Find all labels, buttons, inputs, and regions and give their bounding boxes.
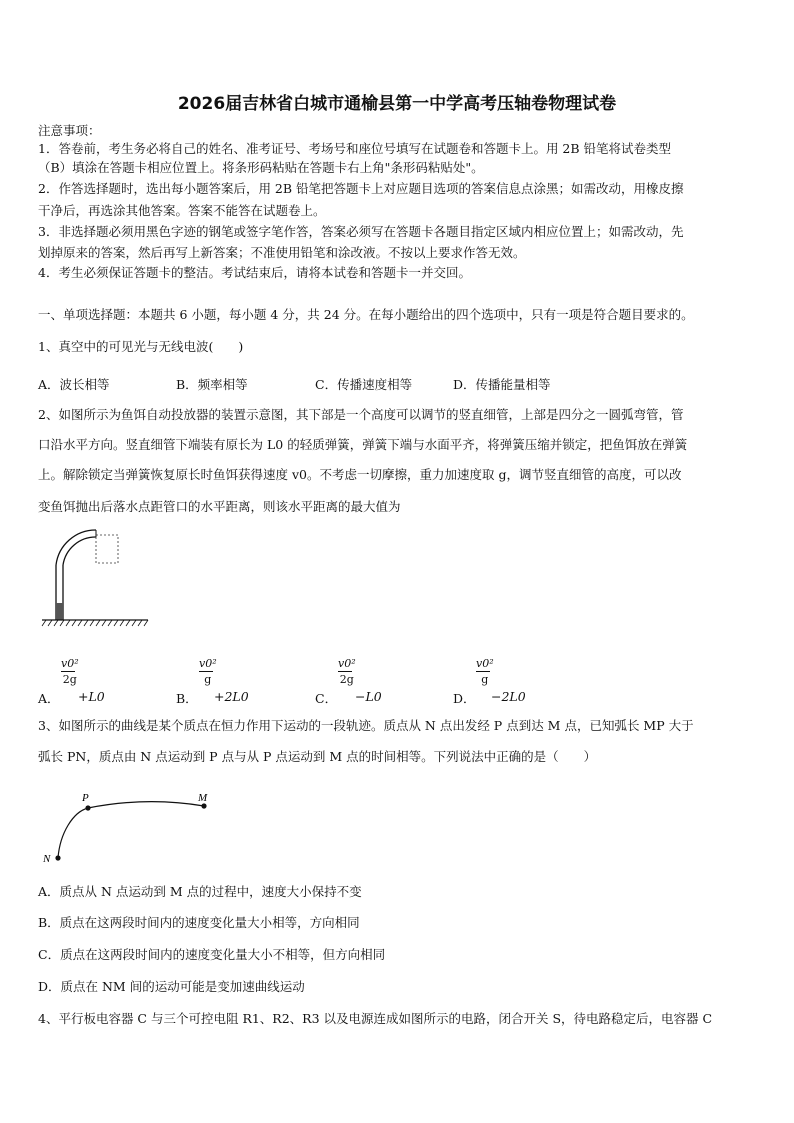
notice-line-5: 3．非选择题必须用黑色字迹的钢笔或签字笔作答，答案必须写在答题卡各题目指定区域内相应位置上；如需改动，先 xyxy=(38,224,684,239)
q2-line-2: 口沿水平方向。竖直细管下端装有原长为 L0 的轻质弹簧，弹簧下端与水面平齐，将弹簧压缩并锁定，把鱼饵放在弹簧 xyxy=(38,437,688,452)
notice-line-3: 2．作答选择题时，选出每小题答案后，用 2B 铅笔把答题卡上对应题目选项的答案信息点涂黑；如需改动，用橡皮擦 xyxy=(38,181,684,196)
q2-option-b-label: B． xyxy=(176,691,198,706)
q3-option-c: C．质点在这两段时间内的速度变化量大小不相等，但方向相同 xyxy=(38,947,386,962)
q3-point-p-label: P xyxy=(82,792,89,804)
q4-line-1: 4、平行板电容器 C 与三个可控电阻 R1、R2、R3 以及电源连成如图所示的电路，闭合开关 S，待电路稳定后，电容器 C xyxy=(38,1011,713,1026)
q2-option-b-fraction xyxy=(199,657,217,686)
q2-option-d-denominator: g xyxy=(481,673,489,686)
section-heading: 一、单项选择题：本题共 6 小题，每小题 4 分，共 24 分。在每小题给出的四个选项中，只有一项是符合题目要求的。 xyxy=(38,307,694,322)
q3-option-a: A．质点从 N 点运动到 M 点的过程中，速度大小保持不变 xyxy=(38,884,362,899)
q2-option-c-numerator: v0² xyxy=(338,657,356,670)
q2-line-1: 2、如图所示为鱼饵自动投放器的装置示意图，其下部是一个高度可以调节的竖直细管，上部是四分之一圆弧弯管，管 xyxy=(38,407,684,422)
q2-option-b-denominator: g xyxy=(204,673,212,686)
q1-option-a: A．波长相等 xyxy=(38,377,110,392)
q2-option-c-label: C． xyxy=(315,691,338,706)
q2-option-c-tail: −L0 xyxy=(355,689,382,704)
q3-line-1: 3、如图所示的曲线是某个质点在恒力作用下运动的一段轨迹。质点从 N 点出发经 P 点到达 M 点，已知弧长 MP 大于 xyxy=(38,718,694,733)
q2-option-d-label: D． xyxy=(453,691,476,706)
q2-option-c-fraction xyxy=(338,657,356,686)
notice-line-1: 1．答卷前，考生务必将自己的姓名、准考证号、考场号和座位号填写在试题卷和答题卡上。用 2B 铅笔将试卷类型 xyxy=(38,141,672,156)
notice-line-6: 划掉原来的答案，然后再写上新答案；不准使用铅笔和涂改液。不按以上要求作答无效。 xyxy=(38,245,526,260)
q2-option-a-label: A． xyxy=(38,691,60,706)
q2-line-4: 变鱼饵抛出后落水点距管口的水平距离，则该水平距离的最大值为 xyxy=(38,499,401,514)
q1-option-d: D．传播能量相等 xyxy=(453,377,551,392)
q2-bait-dispenser-figure xyxy=(38,525,153,640)
q2-option-b-tail: +2L0 xyxy=(214,689,249,704)
q2-option-d-fraction xyxy=(476,657,494,686)
q3-point-m-label: M xyxy=(198,792,208,804)
notice-heading: 注意事项： xyxy=(38,123,101,138)
q3-option-b: B．质点在这两段时间内的速度变化量大小相等，方向相同 xyxy=(38,915,360,930)
q3-point-n-label: N xyxy=(43,853,51,865)
q3-trajectory-figure xyxy=(38,788,228,868)
q2-option-b-numerator: v0² xyxy=(199,657,217,670)
notice-line-4: 干净后，再选涂其他答案。答案不能答在试题卷上。 xyxy=(38,203,326,218)
q2-option-d-tail: −2L0 xyxy=(491,689,526,704)
q2-option-c-denominator: 2g xyxy=(339,673,354,686)
q1-option-c: C．传播速度相等 xyxy=(315,377,413,392)
q3-line-2: 弧长 PN，质点由 N 点运动到 P 点与从 P 点运动到 M 点的时间相等。下列说法中正确的是（ ） xyxy=(38,749,597,764)
q2-option-d-numerator: v0² xyxy=(476,657,494,670)
notice-line-2: （B）填涂在答题卡相应位置上。将条形码粘贴在答题卡右上角"条形码粘贴处"。 xyxy=(38,160,484,175)
q3-option-d: D．质点在 NM 间的运动可能是变加速曲线运动 xyxy=(38,979,305,994)
q2-line-3: 上。解除锁定当弹簧恢复原长时鱼饵获得速度 v0。不考虑一切摩擦，重力加速度取 g，调节竖直细管的高度，可以改 xyxy=(38,467,682,482)
q2-option-a-denominator: 2g xyxy=(62,673,77,686)
notice-line-7: 4．考生必须保证答题卡的整洁。考试结束后，请将本试卷和答题卡一并交回。 xyxy=(38,265,471,280)
q1-stem: 1、真空中的可见光与无线电波( ) xyxy=(38,339,244,354)
q2-option-a-fraction xyxy=(61,657,79,686)
q2-option-a-numerator: v0² xyxy=(61,657,79,670)
exam-title: 2026届吉林省白城市通榆县第一中学高考压轴卷物理试卷 xyxy=(177,94,617,114)
q2-option-a-tail: +L0 xyxy=(78,689,105,704)
q1-option-b: B．频率相等 xyxy=(176,377,248,392)
